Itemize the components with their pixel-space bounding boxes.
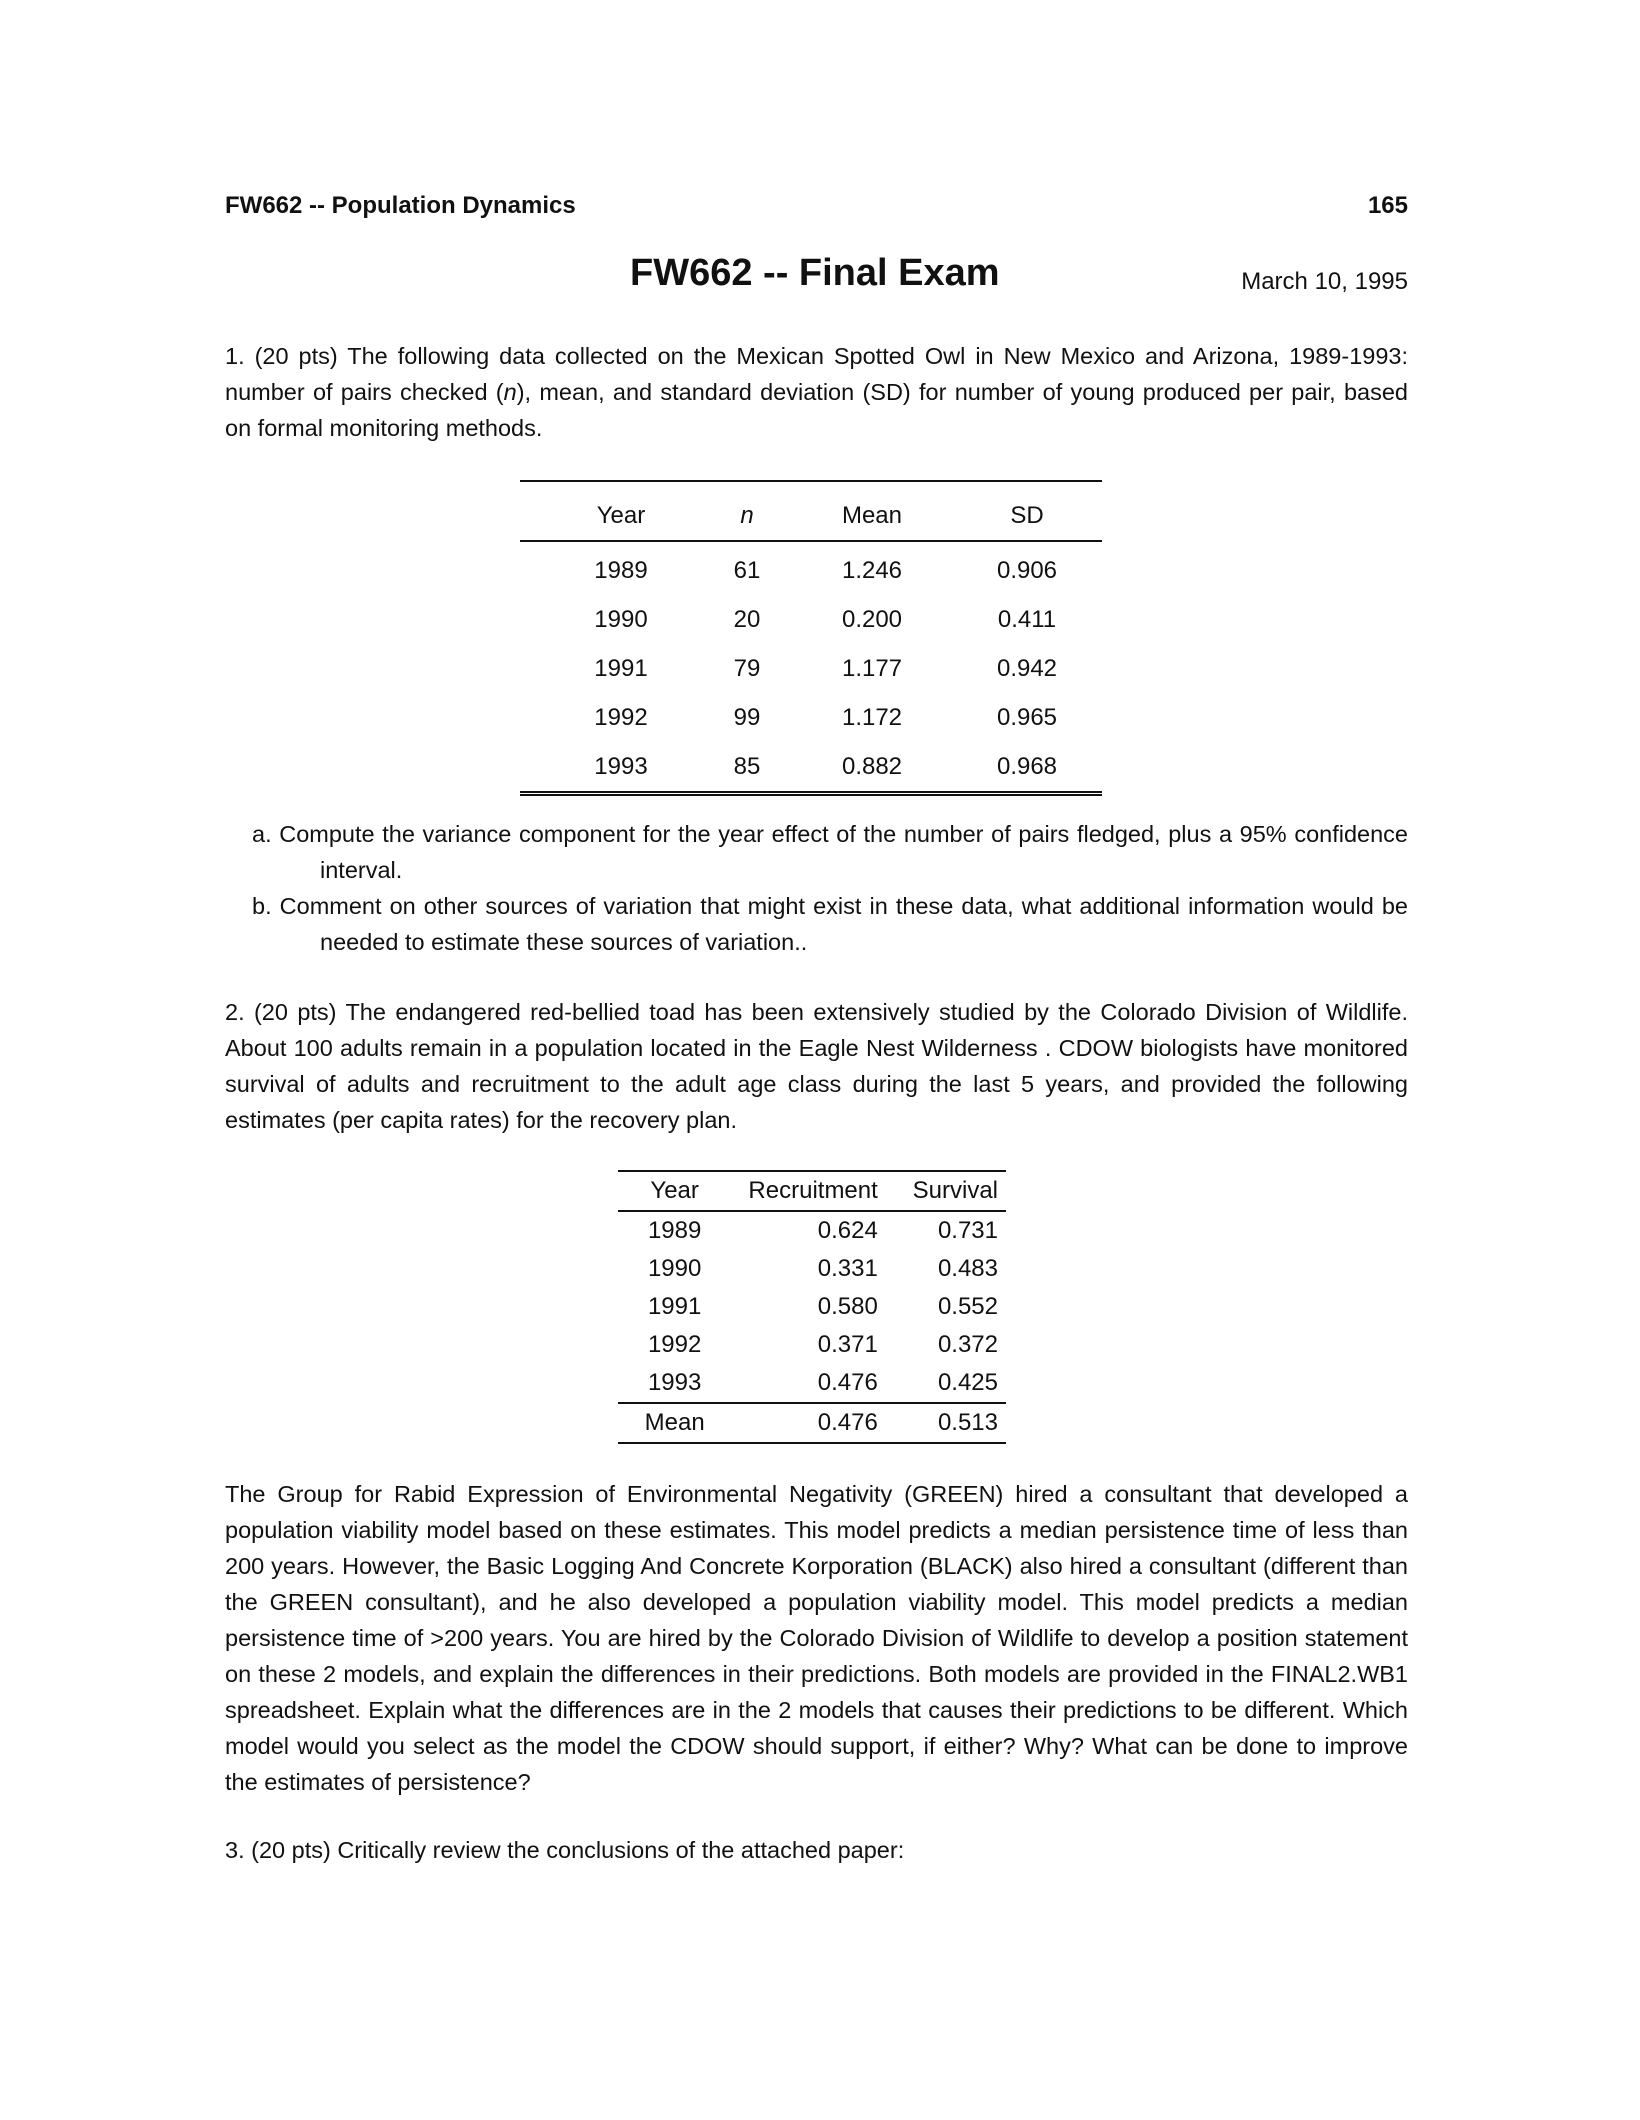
cell-n: 99 <box>733 703 761 731</box>
cell-n: 20 <box>733 605 761 633</box>
cell-survival: 0.425 <box>892 1364 1006 1403</box>
table-row <box>520 541 1102 595</box>
course-title: FW662 -- Population Dynamics <box>225 192 576 219</box>
question-2-intro: 2. (20 pts) The endangered red-bellied toad has been extensively studied by the Colorado Division of Wildlife. About 100 adults remain in a population located in the Eagle Nest Wilderness . CDOW biologists have monitored survival of adults and recruitment to the adult age class during the last 5 years, and provided the following estimates (per capita rates) for the recovery plan. <box>225 999 1408 1133</box>
table-header-row <box>618 1171 1006 1211</box>
cell-year: 1991 <box>594 654 648 682</box>
cell-mean: 1.177 <box>841 654 903 682</box>
cell-n: 79 <box>733 654 761 682</box>
col-header-year: Year <box>618 1171 731 1211</box>
question-2-body: The Group for Rabid Expression of Environmental Negativity (GREEN) hired a consultant that developed a population viability model based on these estimates. This model predicts a median persistence time of less than 200 years. However, the Basic Logging And Concrete Korporation (BLACK) also hired a consultant (different than the GREEN consultant), and he also developed a population viability model. This model predicts a median persistence time of >200 years. You are hired by the Colorado Division of Wildlife to develop a position statement on these 2 models, and explain the differences in their predictions. Both models are provided in the FINAL2.WB1 spreadsheet. Explain what the differences are in the 2 models that causes their predictions to be different. Which model would you select as the model the CDOW should support, if either? Why? What can be done to improve the estimates of persistence? <box>225 1481 1408 1795</box>
cell-mean: 1.246 <box>841 556 903 584</box>
question-1-part-b: b. Comment on other sources of variation that might exist in these data, what additional information would be needed to estimate these sources of variation.. <box>252 893 1408 955</box>
exam-title: FW662 -- Final Exam <box>630 252 1000 294</box>
table-row <box>618 1326 1006 1364</box>
table-mean-row <box>618 1403 1006 1443</box>
cell-recruitment: 0.331 <box>817 1255 878 1282</box>
question-1-text <box>225 338 1408 446</box>
cell-year: 1992 <box>647 1331 702 1358</box>
cell-sd: 0.968 <box>952 742 1102 794</box>
cell-mean: 1.172 <box>841 703 903 731</box>
cell-mean-recruitment: 0.476 <box>731 1403 891 1443</box>
question-3-text: 3. (20 pts) Critically review the conclusions of the attached paper: <box>225 1837 905 1863</box>
cell-sd: 0.942 <box>996 654 1058 682</box>
col-header-year: Year <box>520 481 702 541</box>
cell-recruitment: 0.371 <box>817 1331 878 1358</box>
owl-data-table <box>520 480 1102 796</box>
exam-date: March 10, 1995 <box>1241 268 1408 295</box>
cell-year: 1990 <box>647 1255 702 1282</box>
table-row <box>618 1250 1006 1288</box>
table-row <box>520 742 1102 794</box>
cell-year: 1991 <box>647 1293 702 1320</box>
cell-survival: 0.372 <box>937 1331 998 1358</box>
cell-mean-label: Mean <box>618 1403 731 1443</box>
col-header-sd: SD <box>952 481 1102 541</box>
cell-n: 85 <box>702 742 792 794</box>
n-symbol: n <box>503 379 517 405</box>
cell-year: 1993 <box>618 1364 731 1403</box>
table-row <box>520 644 1102 693</box>
cell-sd: 0.411 <box>997 605 1057 633</box>
cell-survival: 0.552 <box>937 1293 998 1320</box>
col-header-n: n <box>702 481 792 541</box>
cell-recruitment: 0.476 <box>731 1364 891 1403</box>
cell-recruitment: 0.580 <box>817 1293 878 1320</box>
cell-year: 1989 <box>594 556 648 584</box>
cell-sd: 0.965 <box>996 703 1058 731</box>
cell-mean-survival: 0.513 <box>892 1403 1006 1443</box>
table-row <box>618 1211 1006 1250</box>
cell-sd: 0.906 <box>996 556 1058 584</box>
cell-year: 1993 <box>520 742 702 794</box>
toad-estimates-table <box>618 1170 1006 1444</box>
cell-survival: 0.731 <box>937 1217 998 1244</box>
cell-mean: 0.200 <box>841 605 903 633</box>
table-row <box>520 693 1102 742</box>
col-header-recruitment: Recruitment <box>731 1171 891 1211</box>
running-header <box>225 192 1408 228</box>
question-1-text-part2: ), mean, and standard deviation (SD) for number of young produced per pair, based on formal monitoring methods. <box>225 379 1408 441</box>
page-number: 165 <box>1367 192 1408 219</box>
question-1-text-part1: 1. (20 pts) The following data collected on the Mexican Spotted Owl in New Mexico and Arizona, 1989-1993: number of pairs checked ( <box>225 343 1408 405</box>
cell-survival: 0.483 <box>937 1255 998 1282</box>
cell-year: 1989 <box>647 1217 702 1244</box>
question-1-part-a: a. Compute the variance component for the year effect of the number of pairs fledged, plus a 95% confidence interval. <box>252 821 1408 883</box>
col-header-survival: Survival <box>892 1171 1006 1211</box>
col-header-mean: Mean <box>792 481 952 541</box>
cell-year: 1992 <box>594 703 648 731</box>
table-row <box>618 1288 1006 1326</box>
table-row <box>520 595 1102 644</box>
table-row <box>618 1364 1006 1403</box>
cell-mean: 0.882 <box>792 742 952 794</box>
table-header-row <box>520 481 1102 541</box>
cell-recruitment: 0.624 <box>817 1217 878 1244</box>
cell-n: 61 <box>733 556 761 584</box>
cell-year: 1990 <box>594 605 648 633</box>
